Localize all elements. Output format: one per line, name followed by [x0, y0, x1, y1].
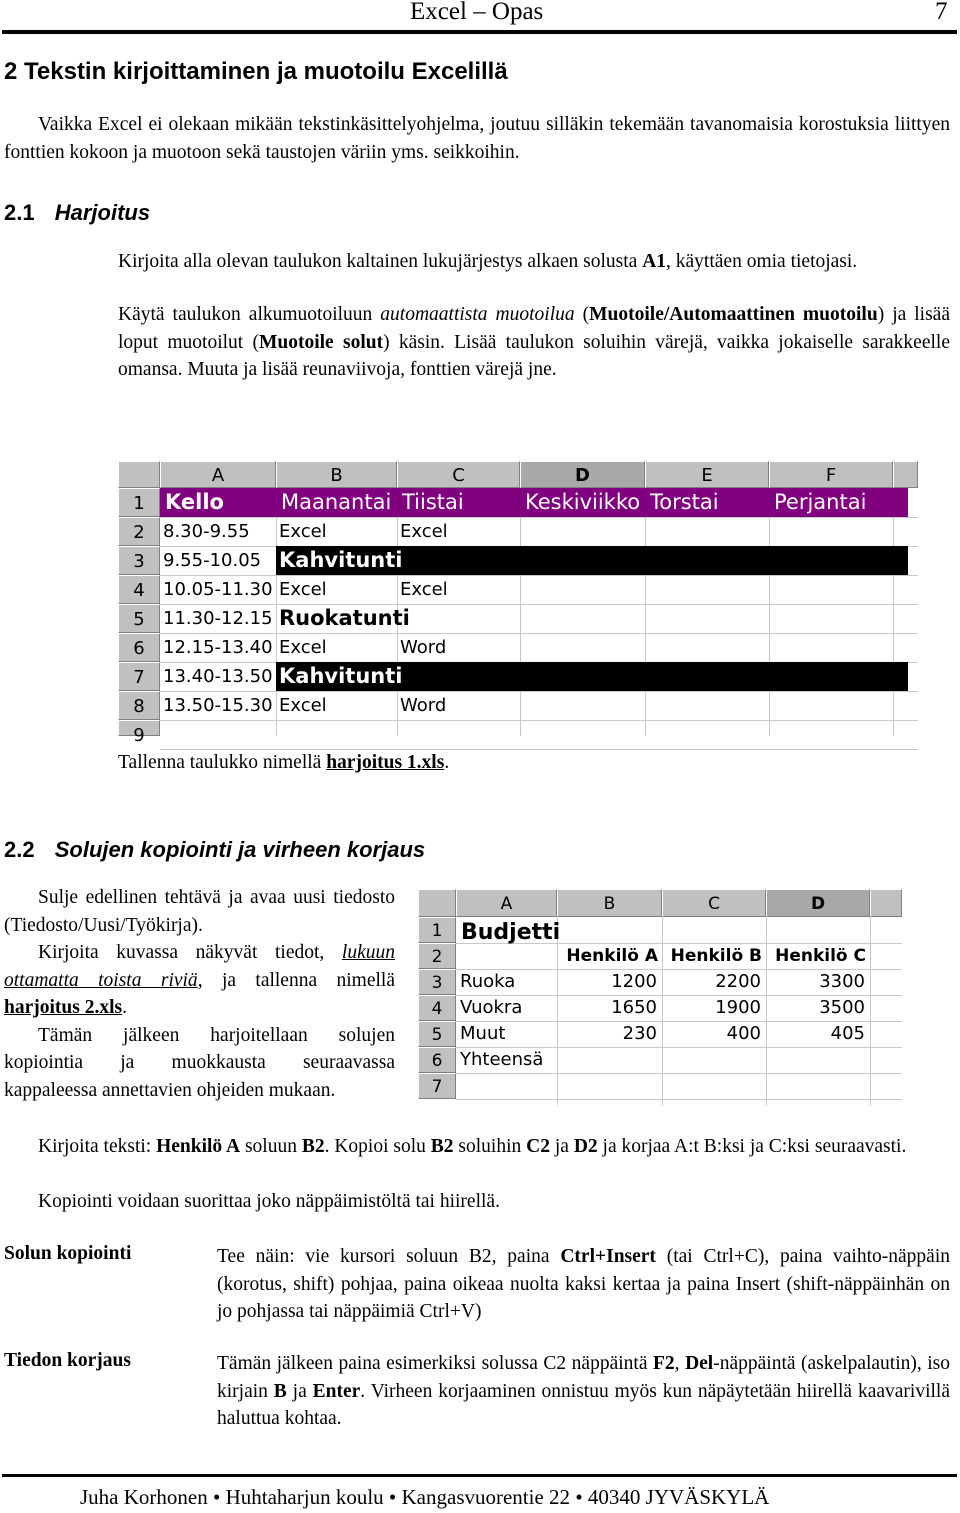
text-run: . Virheen korjaaminen onnistuu myös kun näpäytetään hiirellä kaavarivillä haluttua kohtaa.: [217, 1380, 950, 1429]
amount-cell: 1900: [715, 997, 761, 1018]
row-header-6: 6: [118, 633, 160, 662]
text-run: ja korjaa A:t B:ksi ja C:ksi seuraavasti.: [597, 1136, 907, 1157]
gridline-vertical: [769, 488, 770, 736]
cell-ref-a1: A1: [642, 251, 667, 272]
lesson-cell: Excel: [279, 579, 327, 600]
subsection-number: 2.2: [4, 837, 35, 862]
corner-cell: [118, 461, 160, 488]
column-header-e: E: [645, 461, 769, 488]
gridline-vertical: [893, 488, 894, 736]
header-cell-2: Maanantai: [281, 490, 392, 514]
footer-separator: •: [207, 1485, 226, 1509]
gridline-vertical: [645, 488, 646, 736]
text-run: (tai Ctrl+C), paina vaihto-näppäin (korotus, shift) pohjaa, paina oikeaa nuolta kaksi kertaa ja paina Insert (shift-näppäinhän on jo pohjassa tai näppäimiä Ctrl+V): [217, 1246, 950, 1322]
column-header-partial: [893, 461, 918, 488]
text-run: ja: [286, 1380, 313, 1402]
key-b: B: [273, 1380, 287, 1402]
column-header-a: A: [456, 889, 557, 917]
menu-path-autoformat: Muotoile/Automaattinen muotoilu: [589, 304, 878, 325]
budget-title: Budjetti: [461, 920, 561, 945]
amount-cell: 405: [830, 1023, 865, 1044]
row-header-2: 2: [418, 943, 456, 969]
gridline-horizontal: [160, 720, 918, 721]
text-run: Kirjoita kuvassa näkyvät tiedot,: [38, 942, 342, 963]
row-header-5: 5: [418, 1021, 456, 1047]
bold-term: D2: [573, 1136, 598, 1157]
definition-cell-copy: [217, 1243, 950, 1326]
key-enter: Enter: [312, 1380, 361, 1402]
subsection-2-1-heading: [4, 200, 150, 226]
gridline-vertical: [276, 488, 277, 736]
row-header-1: 1: [118, 488, 160, 517]
underlined-note: lukuun ottamatta toista riviä: [4, 942, 395, 991]
column-header-b: B: [557, 889, 662, 917]
footer: [80, 1485, 769, 1510]
filename-1: harjoitus 1.xls: [326, 752, 445, 773]
timetable-spreadsheet: [118, 461, 918, 746]
lesson-cell: Word: [400, 637, 447, 658]
text-run: Tee näin: vie kursori soluun B2, paina: [217, 1246, 561, 1267]
text-run: .: [444, 752, 450, 773]
total-label: Yhteensä: [460, 1049, 544, 1070]
time-cell: 10.05-11.30: [163, 579, 273, 600]
break-cell: Kahvitunti: [279, 664, 403, 688]
text-run: Tämän jälkeen paina esimerkiksi solussa C2 näppäintä: [217, 1353, 653, 1374]
column-header-partial: [870, 889, 902, 917]
time-cell: 9.55-10.05: [163, 550, 262, 571]
header-cell-3: Tiistai: [402, 490, 464, 514]
amount-cell: 400: [726, 1023, 761, 1044]
instruction-copy-cell: [4, 1133, 950, 1161]
filename-2: harjoitus 2.xls: [4, 997, 123, 1018]
break-cell: Kahvitunti: [279, 548, 403, 572]
section-intro: Vaikka Excel ei olekaan mikään tekstinkäsittelyohjelma, joutuu silläkin tekemään tavanomaisia korostuksia liittyen fonttien kokoon ja muotoon sekä taustojen väriin yms. seikkoihin.: [4, 114, 950, 163]
instruction-next-step: Tämän jälkeen harjoitellaan solujen kopiointia ja muokkausta seuraavassa kappaleessa annettavien ohjeiden mukaan.: [4, 1024, 395, 1101]
bold-term: B2: [301, 1136, 325, 1157]
person-header-1: Henkilö A: [566, 946, 658, 966]
lesson-cell: Excel: [279, 637, 327, 658]
key-del: Del: [685, 1353, 714, 1374]
section-heading: 2 Tekstin kirjoittaminen ja muotoilu Excelillä: [4, 58, 508, 85]
row-header-6: 6: [418, 1047, 456, 1073]
header-cell-1: Kello: [165, 490, 224, 514]
amount-cell: 2200: [715, 971, 761, 992]
time-cell: 11.30-12.15: [163, 608, 273, 629]
amount-cell: 1200: [611, 971, 657, 992]
item-label: Muut: [460, 1023, 506, 1044]
footer-separator: •: [383, 1485, 402, 1509]
amount-cell: 1650: [611, 997, 657, 1018]
text-run: . Kopioi solu: [324, 1136, 431, 1157]
text-run: Käytä taulukon alkumuotoiluun: [118, 304, 381, 325]
instruction-close-file: Sulje edellinen tehtävä ja avaa uusi tiedosto (Tiedosto/Uusi/Työkirja).: [4, 887, 395, 936]
time-cell: 13.40-13.50: [163, 666, 273, 687]
row-header-1: 1: [418, 917, 456, 943]
person-header-3: Henkilö C: [775, 946, 866, 966]
menu-path-format-cells: Muotoile solut: [258, 331, 384, 353]
footer-rule: [2, 1474, 957, 1477]
lesson-cell: Excel: [279, 521, 327, 542]
item-label: Ruoka: [460, 971, 516, 992]
exercise-instruction-2: [118, 301, 950, 384]
header-cell-4: Keskiviikko: [525, 490, 641, 514]
subsection-2-2-heading: [4, 837, 425, 863]
row-header-7: 7: [118, 662, 160, 691]
column-header-a: A: [160, 461, 276, 488]
row-header-8: 8: [118, 691, 160, 720]
key-combo: Ctrl+Insert: [560, 1246, 656, 1267]
text-run: .: [122, 997, 127, 1018]
save-instruction: [118, 749, 449, 777]
row-header-7: 7: [418, 1073, 456, 1099]
footer-street: Kangasvuorentie 22: [401, 1485, 571, 1509]
column-header-f: F: [769, 461, 893, 488]
lesson-cell: Excel: [279, 695, 327, 716]
column-header-d: D: [766, 889, 870, 917]
header-rule: [2, 30, 957, 34]
footer-city: 40340 JYVÄSKYLÄ: [587, 1485, 770, 1509]
budget-spreadsheet: [418, 889, 902, 1105]
person-header-2: Henkilö B: [670, 946, 762, 966]
gridline-horizontal: [456, 1073, 902, 1074]
text-run: ja: [549, 1136, 574, 1157]
lesson-cell: Excel: [400, 521, 448, 542]
key-f2: F2: [653, 1353, 675, 1374]
row-header-3: 3: [418, 969, 456, 995]
time-cell: 12.15-13.40: [163, 637, 273, 658]
instruction-enter-data: [4, 939, 395, 1022]
gridline-horizontal: [456, 1099, 902, 1100]
subsection-number: 2.1: [4, 200, 35, 225]
item-label: Vuokra: [460, 997, 523, 1018]
subsection-title: Harjoitus: [54, 200, 151, 225]
amount-cell: 3500: [819, 997, 865, 1018]
break-cell: Ruokatunti: [279, 606, 410, 630]
row-header-5: 5: [118, 604, 160, 633]
lesson-cell: Word: [400, 695, 447, 716]
text-run: ) käsin. Lisää taulukon soluihin värejä, vaikka jokaiselle sarakkeelle omansa. Muuta ja lisää reunaviivoja, fonttien värejä jne.: [118, 331, 950, 380]
term-data-fix: Tiedon korjaus: [4, 1350, 131, 1371]
bold-term: Henkilö A: [156, 1136, 241, 1157]
text-run: soluun: [240, 1136, 302, 1157]
gridline-vertical: [870, 917, 871, 1105]
footer-author: Juha Korhonen: [80, 1485, 208, 1509]
text-run: ,: [674, 1353, 686, 1374]
row-header-2: 2: [118, 517, 160, 546]
text-run: soluihin: [453, 1136, 527, 1157]
column-header-d: D: [520, 461, 645, 488]
text-run: Kirjoita alla olevan taulukon kaltainen lukujärjestys alkaen solusta: [118, 251, 643, 272]
corner-cell: [418, 889, 456, 917]
time-cell: 8.30-9.55: [163, 521, 250, 542]
text-run: -näppäintä (askelpalautin), iso kirjain: [217, 1353, 951, 1402]
row-header-4: 4: [118, 575, 160, 604]
page-number: 7: [935, 0, 948, 25]
exercise-instruction-1: [118, 248, 950, 276]
header-cell-5: Torstai: [650, 490, 719, 514]
term-cell-copy: Solun kopiointi: [4, 1243, 132, 1264]
row-header-4: 4: [418, 995, 456, 1021]
running-header-title: Excel – Opas: [410, 0, 544, 25]
header-cell-6: Perjantai: [774, 490, 867, 514]
text-run: , käyttäen omia tietojasi.: [666, 251, 858, 272]
text-run: Kirjoita teksti:: [38, 1136, 157, 1157]
amount-cell: 230: [622, 1023, 657, 1044]
column-header-c: C: [662, 889, 766, 917]
instruction-copy-methods: Kopiointi voidaan suorittaa joko näppäimistöltä tai hiirellä.: [38, 1191, 500, 1212]
definition-data-fix: [217, 1350, 950, 1433]
footer-separator: •: [570, 1485, 588, 1509]
row-header-3: 3: [118, 546, 160, 575]
column-header-c: C: [397, 461, 520, 488]
subsection-title: Solujen kopiointi ja virheen korjaus: [54, 837, 426, 862]
row-header-9: 9: [118, 720, 160, 736]
lesson-cell: Excel: [400, 579, 448, 600]
italic-term: automaattista muotoilua: [380, 304, 575, 325]
bold-term: B2: [430, 1136, 454, 1157]
column-header-b: B: [276, 461, 397, 488]
amount-cell: 3300: [819, 971, 865, 992]
bold-term: C2: [526, 1136, 550, 1157]
time-cell: 13.50-15.30: [163, 695, 273, 716]
text-run: Tallenna taulukko nimellä: [118, 752, 327, 773]
text-run: (: [574, 304, 590, 325]
footer-school: Huhtaharjun koulu: [225, 1485, 384, 1509]
text-run: ) ja lisää loput muotoilut (: [118, 304, 950, 353]
text-run: , ja tallenna nimellä: [197, 969, 395, 991]
